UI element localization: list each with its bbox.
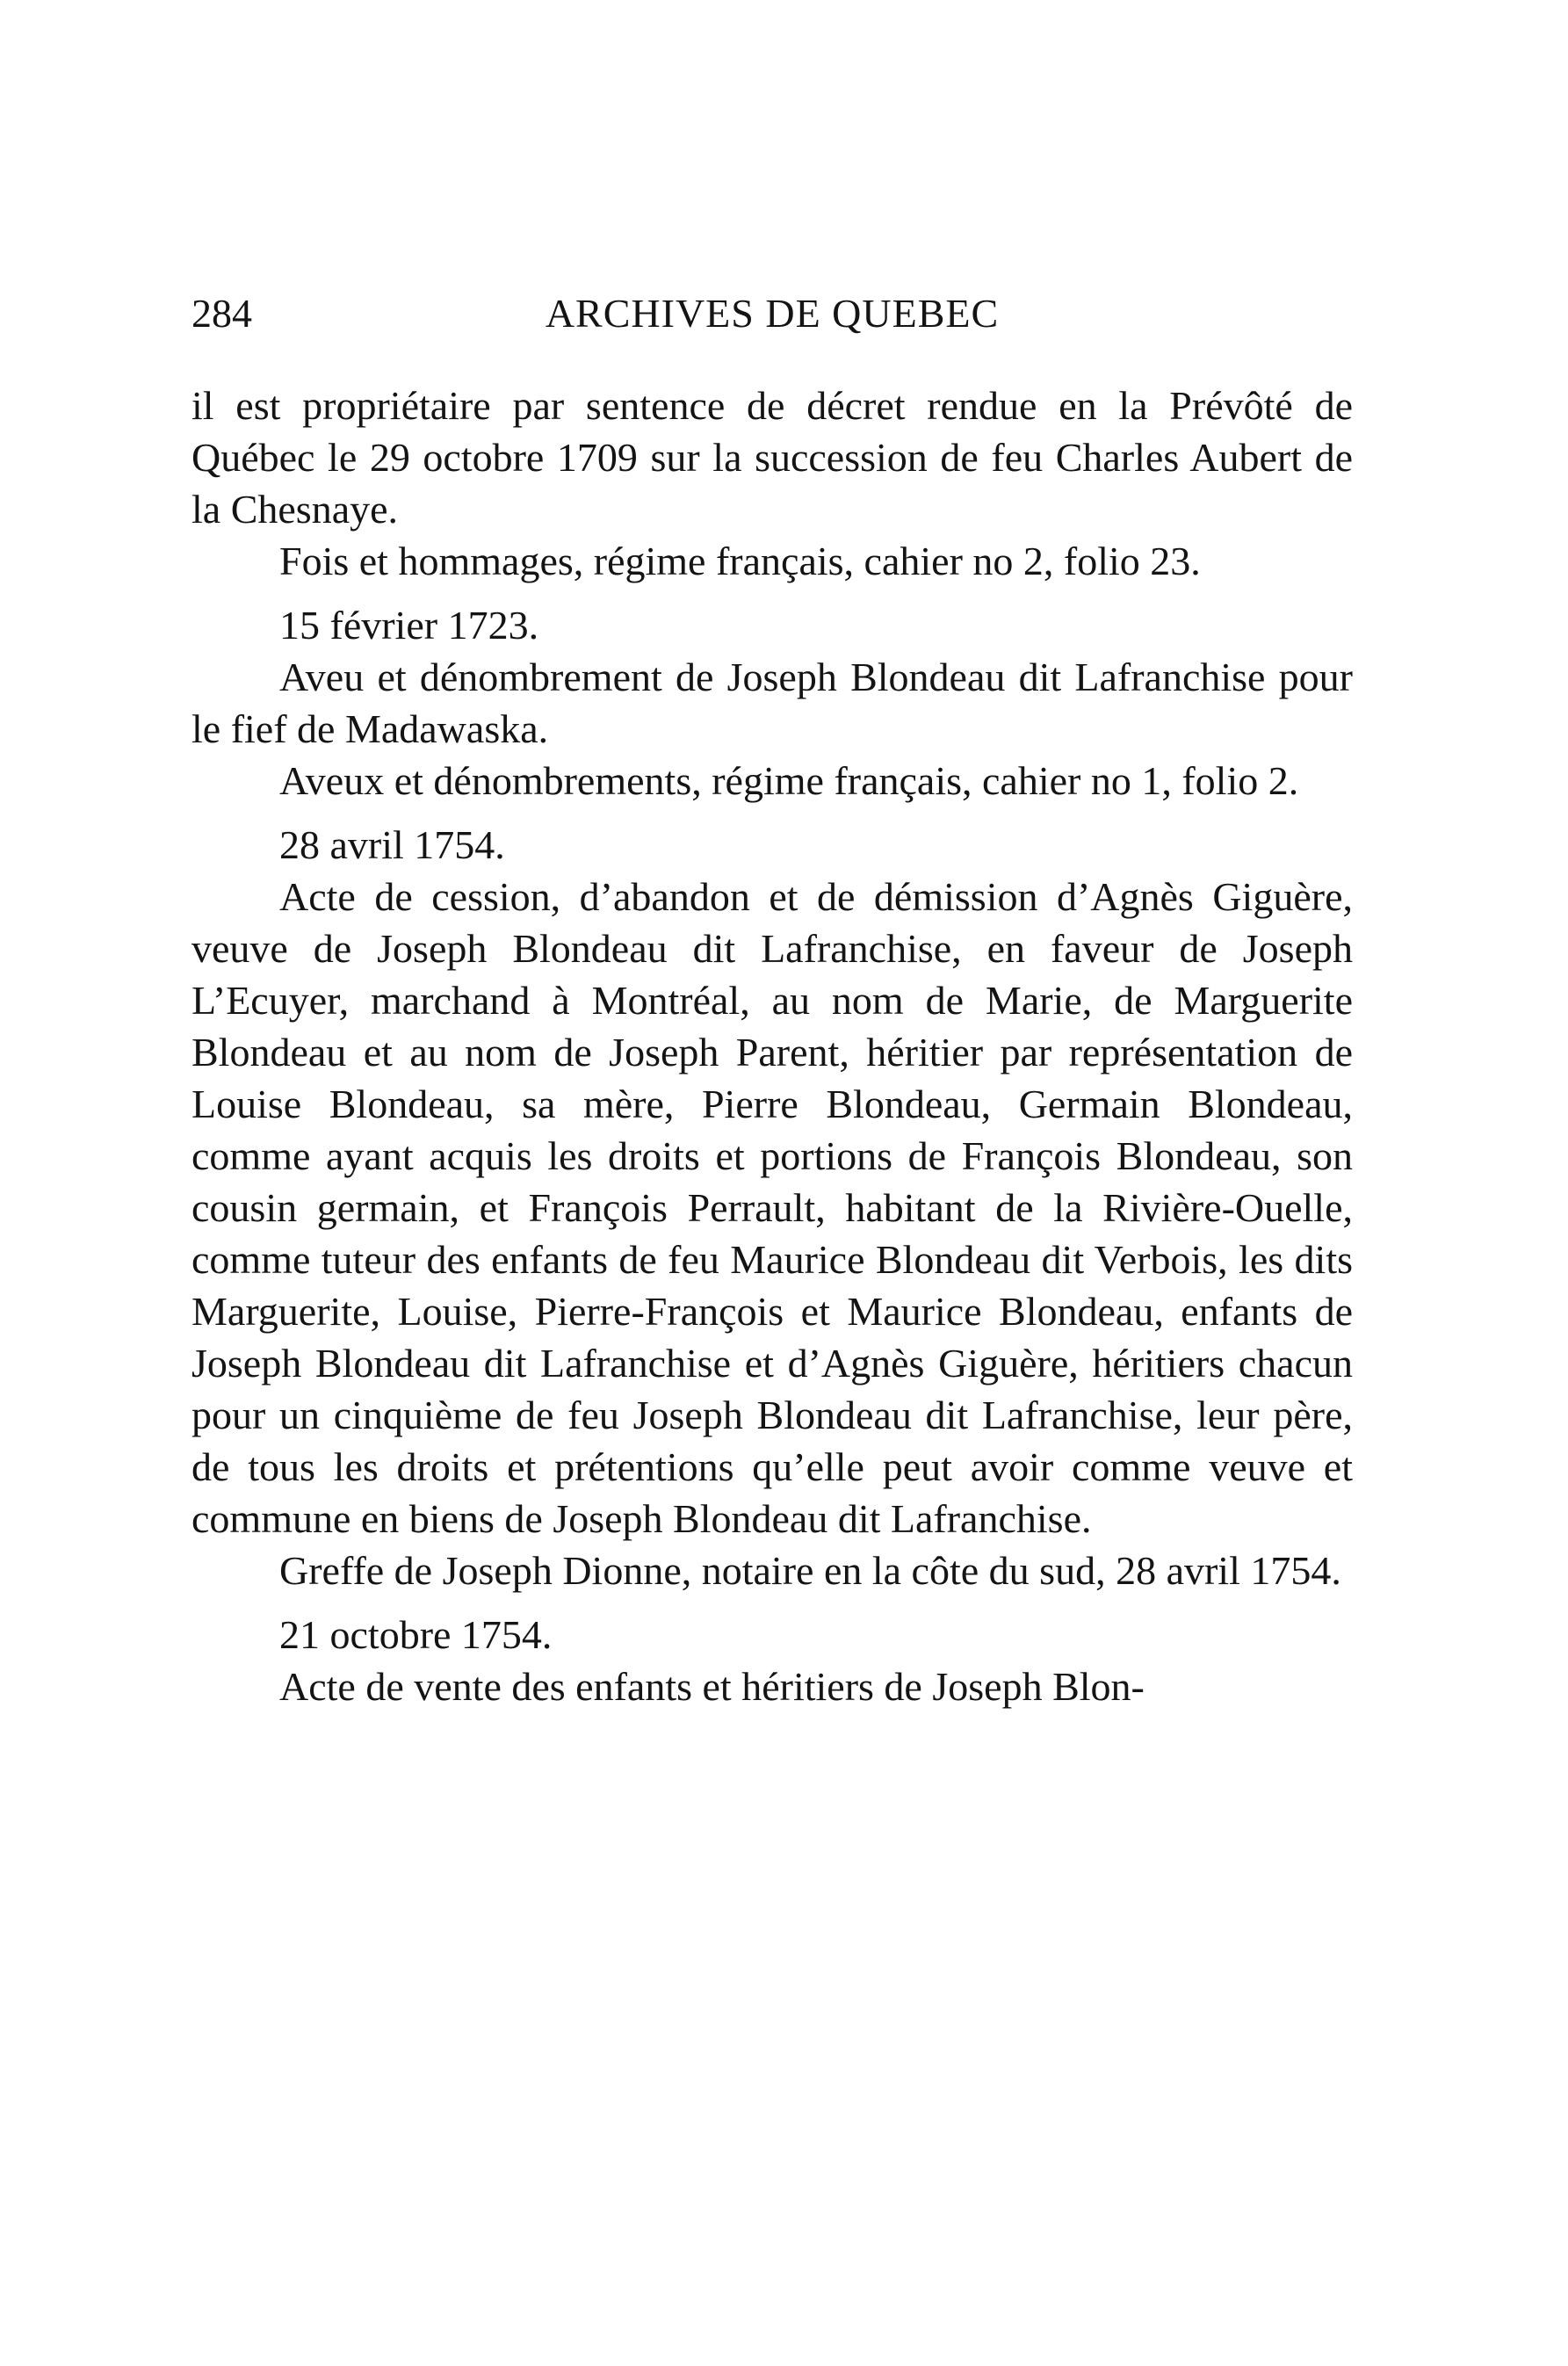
- paragraph-source-reference: Greffe de Joseph Dionne, notaire en la côte du sud, 28 avril 1754.: [279, 1548, 1341, 1593]
- paragraph-source-reference: Aveux et dénombrements, régime français, cahier no 1, folio 2.: [279, 758, 1299, 803]
- page-header: [191, 290, 1353, 351]
- paragraph-date: 15 février 1723.: [279, 603, 539, 648]
- paragraph-continuation: il est propriétaire par sentence de décret rendue en la Prévôté de Québec le 29 octobre 1709 sur la succession de feu Charles Aubert de la Chesnaye.: [191, 383, 1353, 532]
- paragraph-entry: Acte de cession, d’abandon et de démission d’Agnès Giguère, veuve de Joseph Blondeau dit Lafranchise, en faveur de Joseph L’Ecuyer, marchand à Montréal, au nom de Marie, de Marguerite Blondeau et au nom de Joseph Parent, héritier par représentation de Louise Blondeau, sa mère, Pierre Blondeau, Germain Blondeau, comme ayant acquis les droits et portions de François Blondeau, son cousin germain, et François Perrault, habitant de la Rivière-Ouelle, comme tuteur des enfants de feu Maurice Blondeau dit Verbois, les dits Marguerite, Louise, Pierre-François et Maurice Blondeau, enfants de Joseph Blondeau dit Lafranchise et d’Agnès Giguère, héritiers chacun pour un cinquième de feu Joseph Blondeau dit Lafranchise, leur père, de tous les droits et prétentions qu’elle peut avoir comme veuve et commune en biens de Joseph Blondeau dit Lafranchise.: [191, 874, 1353, 1541]
- paragraph-source-reference: Fois et hommages, régime français, cahier no 2, folio 23.: [279, 539, 1201, 583]
- paragraph-entry: Aveu et dénombrement de Joseph Blondeau dit Lafranchise pour le fief de Madawaska.: [191, 655, 1353, 751]
- paragraph-date: 21 octobre 1754.: [279, 1612, 553, 1657]
- page-number: 284: [191, 291, 252, 336]
- paragraph-date: 28 avril 1754.: [279, 822, 505, 867]
- body-text: [191, 380, 1353, 1712]
- paragraph-entry: Acte de vente des enfants et héritiers de Joseph Blon-: [279, 1664, 1145, 1709]
- running-head: ARCHIVES DE QUEBEC: [545, 291, 1000, 336]
